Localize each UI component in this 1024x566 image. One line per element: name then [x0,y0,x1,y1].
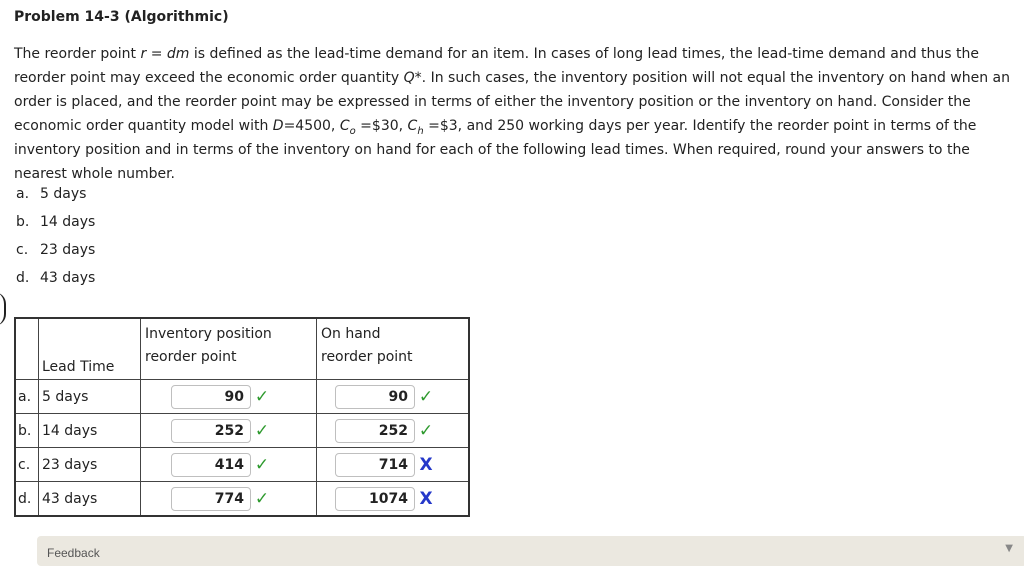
check-icon: ✓ [254,386,270,407]
question-item: c. 23 days [16,242,96,258]
feedback-toggle[interactable] [37,536,1024,566]
table-row: b. 14 days 252 ✓ 252 ✓ [15,414,469,448]
table-row: a. 5 days 90 ✓ 90 ✓ [15,380,469,414]
chevron-down-icon: ▼ [1005,543,1013,554]
inventory-position-input[interactable]: 252 [171,419,251,443]
feedback-label: Feedback [47,546,100,560]
check-icon: ✓ [418,386,434,407]
header-on-hand: On hand reorder point [317,318,470,380]
cross-icon: X [419,488,433,509]
question-item: d. 43 days [16,270,96,286]
answer-table [14,317,470,517]
inventory-position-input[interactable]: 774 [171,487,251,511]
problem-title: Problem 14-3 (Algorithmic) [14,9,229,25]
on-hand-input[interactable]: 714 [335,453,415,477]
question-item: b. 14 days [16,214,96,230]
problem-statement: The reorder point r = dm is defined as the lead-time demand for an item. In cases of long lead times, the lead-time demand and thus the reorder point may exceed the economic order quantity Q*. In such cases, the inventory position will not equal the inventory on hand when an order is placed, and the reorder point may be expressed in terms of either the inventory position or the inventory on hand. Consider the economic order quantity model with D=4500, $C_o$ =$30, $C_h$ =$3, and 250 working days per year. Identify the reorder point in terms of the inventory position and in terms of the inventory on hand for each of the following lead times. When required, round your answers to the nearest whole number. [14,46,1011,182]
inventory-position-input[interactable]: 90 [171,385,251,409]
table-header-row [15,318,469,380]
on-hand-input[interactable]: 252 [335,419,415,443]
cross-icon: X [419,454,433,475]
on-hand-input[interactable]: 90 [335,385,415,409]
table-row: c. 23 days 414 ✓ 714 X [15,448,469,482]
header-lead-time: Lead Time [39,318,141,380]
on-hand-input[interactable]: 1074 [335,487,415,511]
question-item: a. 5 days [16,186,87,202]
header-inventory-position: Inventory position reorder point [141,318,317,380]
section-bracket [0,292,6,326]
inventory-position-input[interactable]: 414 [171,453,251,477]
table-row: d. 43 days 774 ✓ 1074 X [15,482,469,517]
check-icon: ✓ [418,420,434,441]
check-icon: ✓ [254,420,270,441]
question-list [16,180,95,292]
check-icon: ✓ [254,488,270,509]
check-icon: ✓ [254,454,270,475]
